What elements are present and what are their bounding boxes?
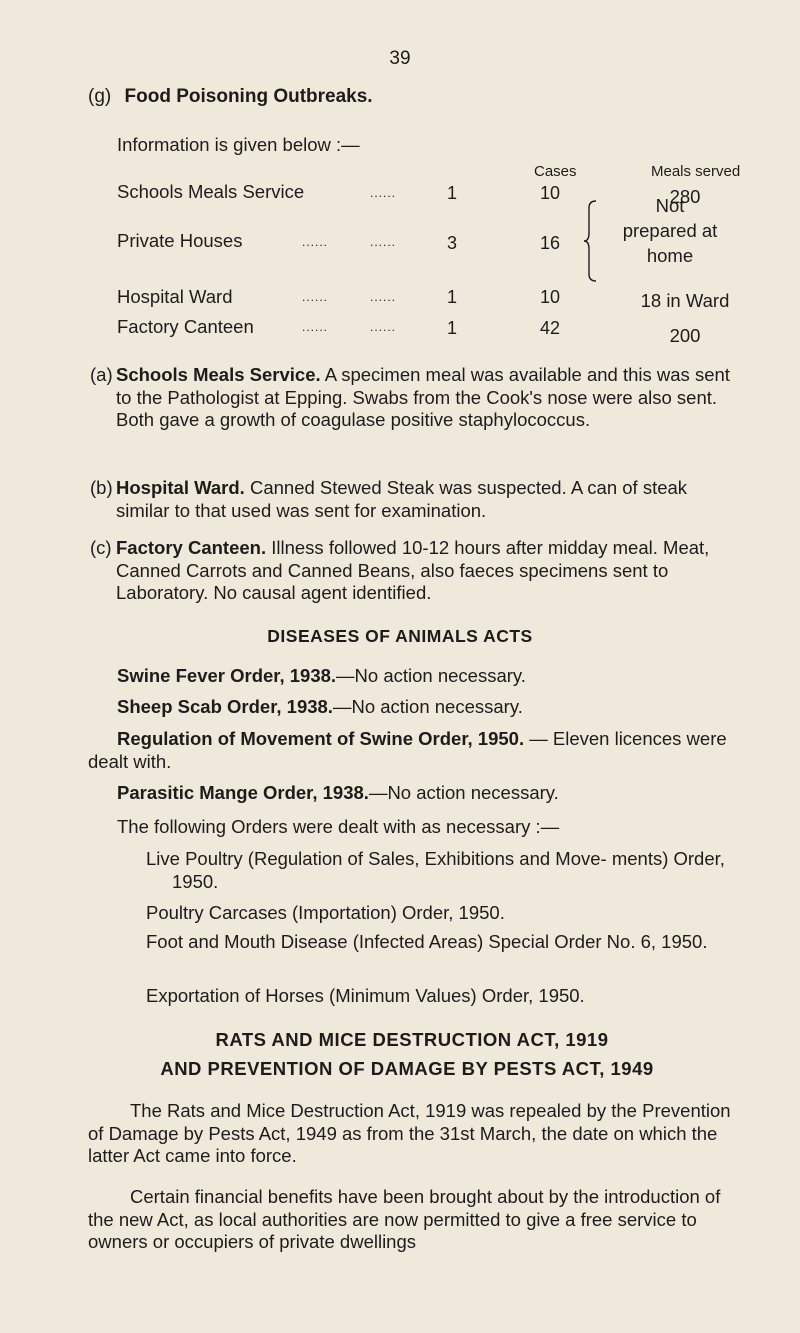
row-meals-line: home — [646, 245, 694, 266]
section-heading-food-poisoning — [88, 86, 373, 108]
order-name: Swine Fever Order, 1938. — [117, 665, 337, 686]
section-heading-animals: DISEASES OF ANIMALS ACTS — [267, 626, 533, 646]
following-orders-intro: The following Orders were dealt with as necessary :— — [117, 816, 560, 837]
row-meals: 18 in Ward — [640, 290, 730, 311]
note-text: Canned Stewed Steak was suspected. A can of steak similar to that used was sent for examination. — [116, 477, 688, 521]
listed-order: Foot and Mouth Disease (Infected Areas) Special Order No. 6, 1950. — [146, 931, 708, 952]
listed-order: Poultry Carcases (Importation) Order, 1950. — [146, 902, 505, 923]
row-outbreaks: 1 — [446, 183, 457, 203]
section-title: Food Poisoning Outbreaks. — [124, 86, 373, 107]
row-outbreaks: 1 — [446, 318, 457, 338]
order-entry — [117, 665, 737, 688]
order-name: Parasitic Mange Order, 1938. — [117, 782, 369, 803]
order-entry — [88, 728, 740, 773]
listed-order: Live Poultry (Regulation of Sales, Exhibitions and Move- ments) Order, 1950. — [146, 848, 725, 892]
row-name: Private Houses — [117, 230, 243, 251]
row-outbreaks: 1 — [446, 287, 457, 307]
order-name: Sheep Scab Order, 1938. — [117, 696, 333, 717]
row-cases: 16 — [539, 233, 561, 253]
section-heading-rats-line1: RATS AND MICE DESTRUCTION ACT, 1919 — [215, 1029, 609, 1050]
page-number: 39 — [389, 48, 411, 69]
order-entry — [117, 696, 737, 719]
dot-leader: ...... — [302, 320, 329, 334]
note-label: (a) — [90, 364, 113, 385]
listed-order: Exportation of Horses (Minimum Values) Order, 1950. — [146, 985, 585, 1006]
section-label: (g) — [88, 86, 112, 107]
row-cases: 10 — [539, 183, 561, 203]
row-cases: 10 — [539, 287, 561, 307]
curly-brace-icon — [584, 199, 598, 283]
order-entry — [117, 782, 737, 805]
dot-leader: ...... — [302, 235, 329, 249]
note-label: (b) — [90, 477, 113, 498]
rats-paragraph-2: Certain financial benefits have been brought about by the introduction of the new Act, as local authorities are now permitted to give a free service to owners or occupiers of private dwellings — [88, 1186, 721, 1252]
row-name: Schools Meals Service — [117, 181, 305, 202]
order-text: —No action necessary. — [368, 782, 559, 803]
column-header-cases: Cases — [534, 163, 577, 180]
note-title: Factory Canteen. — [116, 537, 267, 558]
dot-leader: ...... — [370, 186, 397, 200]
order-text: —No action necessary. — [332, 696, 523, 717]
row-name: Hospital Ward — [117, 286, 233, 307]
row-meals: 280 — [669, 186, 701, 207]
column-header-meals: Meals served — [651, 163, 741, 180]
note-title: Hospital Ward. — [116, 477, 245, 498]
rats-paragraph-1: The Rats and Mice Destruction Act, 1919 was repealed by the Prevention of Damage by Pests Act, 1949 as from the 31st March, the date on which the latter Act came into force. — [88, 1100, 731, 1166]
note-text: Illness followed 10-12 hours after midday meal. Meat, Canned Carrots and Canned Beans, also faeces specimens sent to Laboratory. No causal agent identified. — [116, 537, 710, 603]
row-meals-line: prepared at — [622, 220, 718, 241]
dot-leader: ...... — [370, 235, 397, 249]
note-b — [90, 477, 742, 522]
note-c — [90, 537, 742, 605]
intro-text: Information is given below :— — [117, 134, 360, 155]
row-name: Factory Canteen — [117, 316, 254, 337]
note-title: Schools Meals Service. — [116, 364, 321, 385]
order-name: Regulation of Movement of Swine Order, 1950. — [117, 728, 525, 749]
note-a — [90, 364, 742, 432]
row-cases: 42 — [539, 318, 561, 338]
dot-leader: ...... — [370, 290, 397, 304]
row-outbreaks: 3 — [446, 233, 457, 253]
order-text: — Eleven licences were dealt with. — [88, 728, 727, 772]
section-heading-rats-line2: AND PREVENTION OF DAMAGE BY PESTS ACT, 1949 — [160, 1058, 654, 1079]
row-meals-line: Not — [655, 195, 685, 216]
row-meals: 200 — [669, 325, 701, 346]
dot-leader: ...... — [370, 320, 397, 334]
note-label: (c) — [90, 537, 112, 558]
note-text: A specimen meal was available and this was sent to the Pathologist at Epping. Swabs from the Cook's nose were also sent. Both gave a growth of coagulase positive staphylococcus. — [116, 364, 730, 430]
dot-leader: ...... — [302, 290, 329, 304]
order-text: —No action necessary. — [336, 665, 526, 686]
